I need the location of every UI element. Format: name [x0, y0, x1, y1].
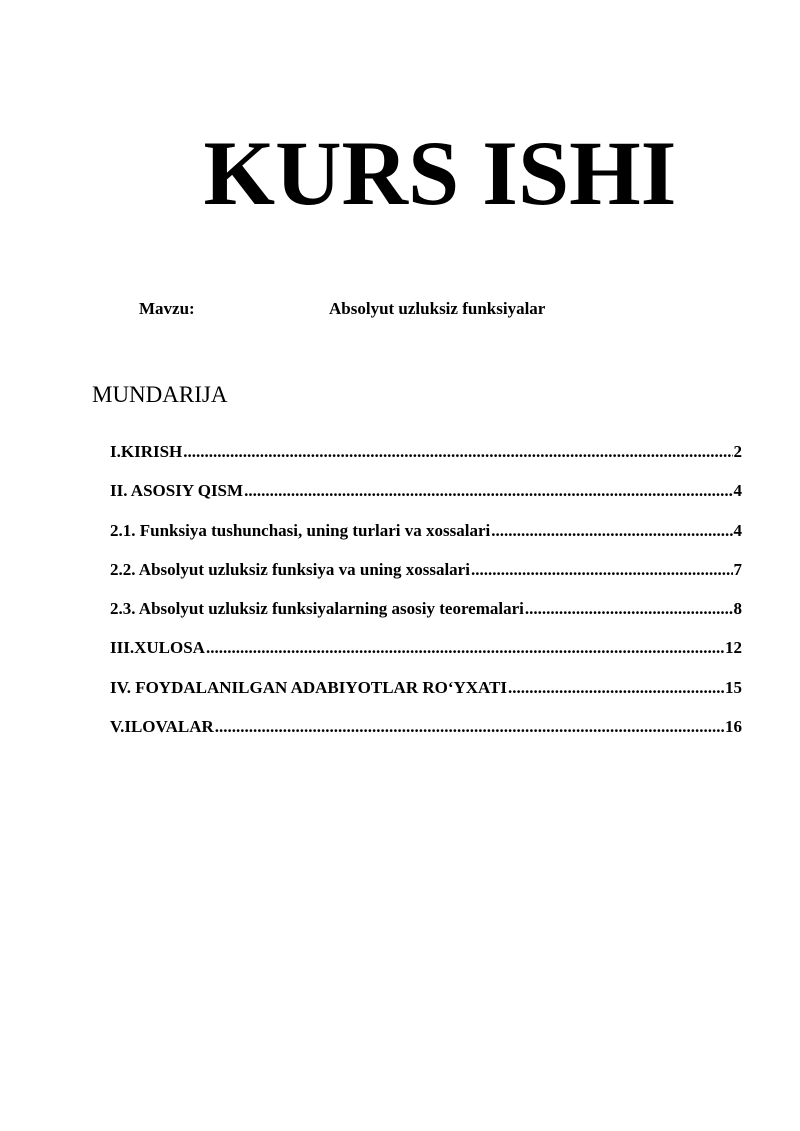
toc-item-label: II. ASOSIY QISM	[110, 481, 244, 501]
toc-item-label: 2.2. Absolyut uzluksiz funksiya va uning xossalari	[110, 559, 470, 579]
toc-leader-dots	[244, 480, 732, 502]
toc-item-label: V.ILOVALAR	[110, 717, 214, 737]
toc-item-page: 12	[725, 638, 742, 658]
toc-item-page: 4	[733, 520, 742, 540]
toc-item	[110, 677, 742, 716]
document-title: KURS ISHI	[203, 122, 677, 224]
topic-value: Absolyut uzluksiz funksiyalar	[329, 299, 546, 318]
toc-leader-dots	[508, 677, 724, 699]
toc-item	[110, 716, 742, 755]
toc-item-label: IV. FOYDALANILGAN ADABIYOTLAR RO‘YXATI	[110, 677, 508, 697]
toc-item-page: 2	[733, 442, 742, 461]
toc-leader-dots	[206, 637, 724, 659]
toc-item-label: III.XULOSA	[110, 638, 205, 658]
toc-leader-dots	[491, 520, 732, 542]
toc-leader-dots	[215, 716, 724, 738]
toc-item-page: 7	[733, 559, 742, 579]
toc-item-label: I.KIRISH	[110, 442, 183, 461]
toc-item-page: 15	[725, 677, 742, 697]
toc-item	[110, 637, 742, 676]
toc-leader-dots	[525, 598, 733, 620]
table-of-contents	[110, 441, 742, 755]
toc-item	[110, 559, 742, 598]
toc-item-page: 16	[725, 717, 742, 737]
toc-item	[110, 598, 742, 637]
toc-item	[110, 441, 742, 480]
toc-item-label: 2.1. Funksiya tushunchasi, uning turlari va xossalari	[110, 520, 491, 540]
topic-label: Mavzu:	[139, 299, 195, 318]
toc-leader-dots	[471, 559, 733, 581]
toc-heading: MUNDARIJA	[92, 382, 228, 407]
toc-item-page: 4	[733, 481, 742, 501]
toc-item-label: 2.3. Absolyut uzluksiz funksiyalarning asosiy teoremalari	[110, 599, 524, 619]
toc-item	[110, 480, 742, 519]
toc-leader-dots	[183, 441, 732, 463]
toc-item	[110, 520, 742, 559]
toc-item-page: 8	[733, 599, 742, 619]
